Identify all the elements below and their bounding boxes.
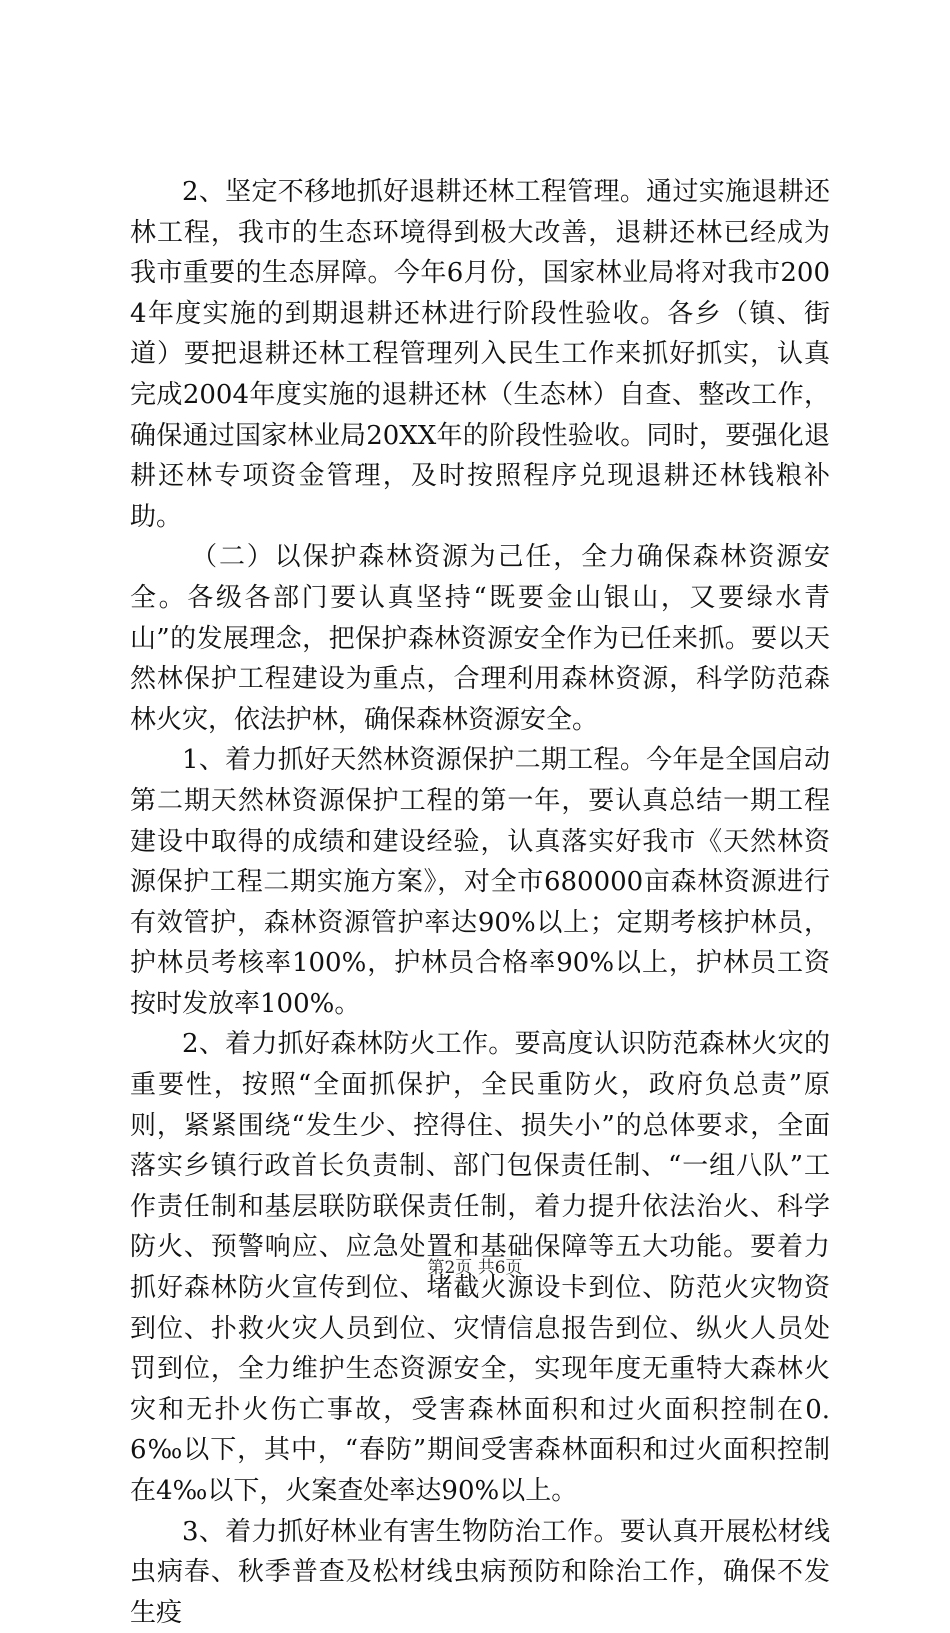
paragraph-natural-forest-project: 1、着力抓好天然林资源保护二期工程。今年是全国启动第二期天然林资源保护工程的第一年，要认真总结一期工程建设中取得的成绩和建设经验，认真落实好我市《天然林资源保护工程二期实施方案》，对全市680000亩森林资源进行有效管护，森林资源管护率达90%以上；定期考核护林员，护林员考核率100%，护林员合格率90%以上，护林员工资按时发放率100%。 — [130, 745, 830, 1019]
paragraph-pest-control: 3、着力抓好林业有害生物防治工作。要认真开展松材线虫病春、秋季普查及松材线虫病预防和除治工作，确保不发生疫 — [130, 1516, 830, 1628]
document-body — [130, 172, 830, 1633]
paragraph-returning-farmland: 2、坚定不移地抓好退耕还林工程管理。通过实施退耕还林工程，我市的生态环境得到极大改善，退耕还林已经成为我市重要的生态屏障。今年6月份，国家林业局将对我市2004年度实施的到期退耕还林进行阶段性验收。各乡（镇、街道）要把退耕还林工程管理列入民生工作来抓好抓实，认真完成2004年度实施的退耕还林（生态林）自查、整改工作，确保通过国家林业局20XX年的阶段性验收。同时，要强化退耕还林专项资金管理，及时按照程序兑现退耕还林钱粮补助。 — [130, 177, 830, 532]
paragraph-fire-prevention: 2、着力抓好森林防火工作。要高度认识防范森林火灾的重要性，按照“全面抓保护，全民重防火，政府负总责”原则，紧紧围绕“发生少、控得住、损失小”的总体要求，全面落实乡镇行政首长负责制、部门包保责任制、“一组八队”工作责任制和基层联防联保责任制，着力提升依法治火、科学防火、预警响应、应急处置和基础保障等五大功能。要着力抓好森林防火宣传到位、堵截火源设卡到位、防范火灾物资到位、扑救火灾人员到位、灾情信息报告到位、纵火人员处罚到位，全力维护生态资源安全，实现年度无重特大森林火灾和无扑火伤亡事故，受害森林面积和过火面积控制在0.6‰以下，其中，“春防”期间受害森林面积和过火面积控制在4‰以下，火案查处率达90%以上。 — [130, 1029, 830, 1506]
section-heading-forest-protection: （二）以保护森林资源为己任，全力确保森林资源安全。各级各部门要认真坚持“既要金山银山，又要绿水青山”的发展理念，把保护森林资源安全作为已任来抓。要以天然林保护工程建设为重点，合理利用森林资源，科学防范森林火灾，依法护林，确保森林资源安全。 — [130, 542, 830, 735]
page-number-footer: 第2页 共6页 — [427, 1258, 523, 1278]
